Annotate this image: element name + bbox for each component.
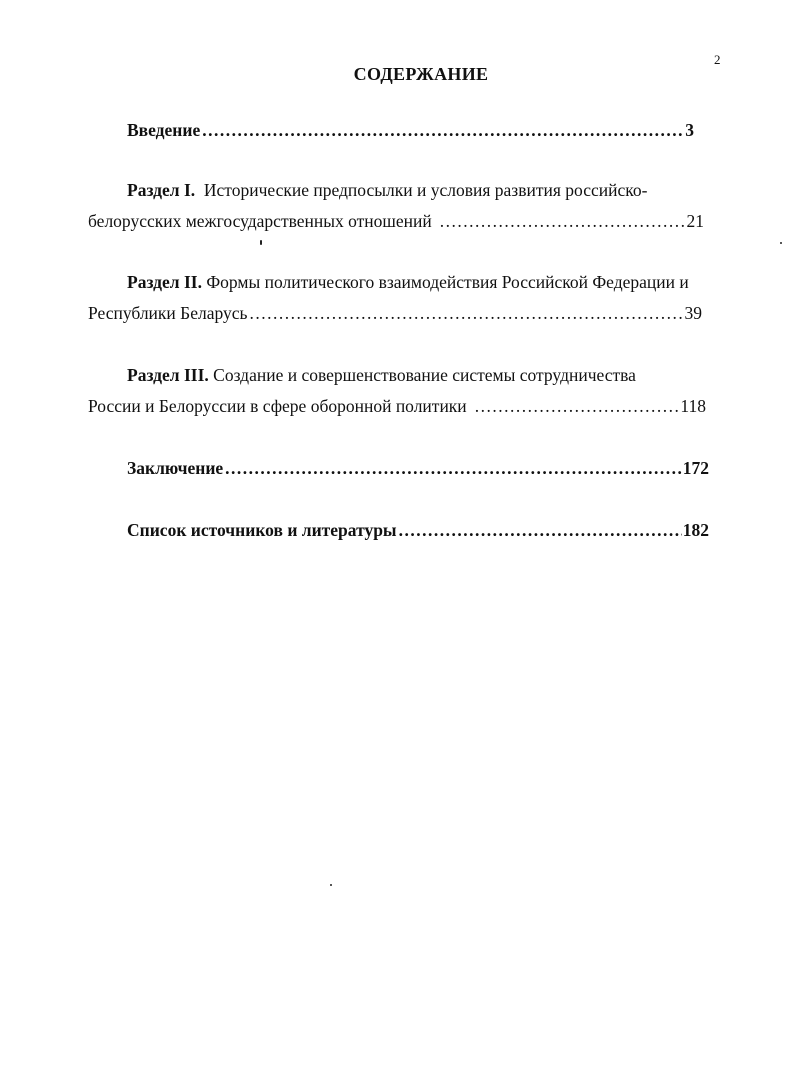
toc-entry-section2-line2 (88, 301, 702, 325)
scan-speck (780, 242, 782, 244)
toc-entry-sources (127, 518, 709, 542)
toc-entry-label: Формы политического взаимодействия Российской Федерации и (206, 272, 689, 292)
toc-leader-dots (397, 518, 682, 542)
toc-leader-dots (432, 209, 686, 233)
toc-entry-section2-line1 (127, 270, 689, 294)
toc-leader-dots (467, 394, 680, 418)
toc-entry-page: 39 (684, 303, 702, 323)
toc-entry-page: 3 (685, 120, 694, 140)
toc-entry-page: 21 (686, 211, 704, 231)
toc-entry-label: России и Белоруссии в сфере оборонной политики (88, 396, 467, 416)
toc-entry-label: Исторические предпосылки и условия развития российско- (203, 180, 648, 200)
toc-entry-label: Введение (127, 120, 201, 140)
toc-leader-dots (223, 456, 682, 480)
toc-entry-intro (127, 118, 694, 142)
scan-speck (330, 884, 332, 886)
toc-entry-section1-line2 (88, 209, 704, 233)
toc-entry-page: 118 (680, 396, 706, 416)
toc-section-prefix: Раздел I. (127, 180, 196, 200)
toc-entry-label: Заключение (127, 458, 224, 478)
toc-leader-dots (200, 118, 684, 142)
toc-entry-page: 172 (682, 458, 709, 478)
toc-leader-dots (248, 301, 684, 325)
toc-entry-section3-line1 (127, 363, 636, 387)
page-title: СОДЕРЖАНИЕ (353, 64, 489, 84)
toc-entry-section3-line2 (88, 394, 706, 418)
toc-entry-conclusion (127, 456, 709, 480)
toc-entry-page: 182 (682, 520, 709, 540)
toc-entry-label: Республики Беларусь (88, 303, 248, 323)
toc-entry-label: белорусских межгосударственных отношений (88, 211, 432, 231)
page-number: 2 (714, 52, 721, 67)
toc-entry-section1-line1 (127, 178, 647, 202)
scan-speck (260, 240, 262, 245)
toc-section-prefix: Раздел II. (127, 272, 202, 292)
toc-entry-label: Список источников и литературы (127, 520, 397, 540)
toc-entry-label: Создание и совершенствование системы сотрудничества (213, 365, 636, 385)
toc-section-prefix: Раздел III. (127, 365, 209, 385)
